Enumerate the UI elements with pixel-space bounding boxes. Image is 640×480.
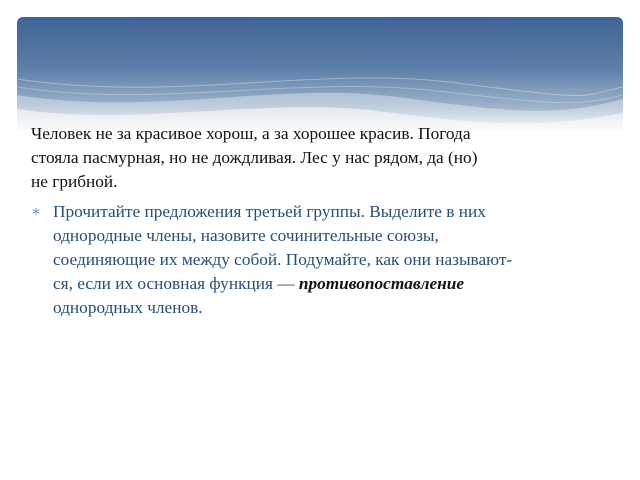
task-bullet: [31, 200, 616, 320]
bullet-line-1: Прочитайте предложения третьей группы. Выделите в них: [53, 202, 486, 221]
bullet-line-3: соединяющие их между собой. Подумайте, как они называют-: [53, 250, 513, 269]
paragraph-line-1: Человек не за красивое хорош, а за хорошее красив. Погода: [31, 124, 471, 143]
emphasis-term: противопоставление: [298, 274, 465, 293]
bullet-icon: ∗: [31, 204, 42, 220]
example-sentences: [31, 122, 616, 194]
wave-decoration: [17, 17, 623, 130]
paragraph-line-2: стояла пасмурная, но не дождливая. Лес у нас рядом, да (но): [31, 148, 478, 167]
slide-content: [31, 122, 616, 320]
paragraph-line-3: не грибной.: [31, 172, 118, 191]
bullet-line-4: ся, если их основная функция —: [53, 274, 299, 293]
bullet-line-2: однородные члены, назовите сочинительные союзы,: [53, 226, 439, 245]
header-banner: [17, 17, 623, 130]
bullet-line-5: однородных членов.: [53, 298, 203, 317]
